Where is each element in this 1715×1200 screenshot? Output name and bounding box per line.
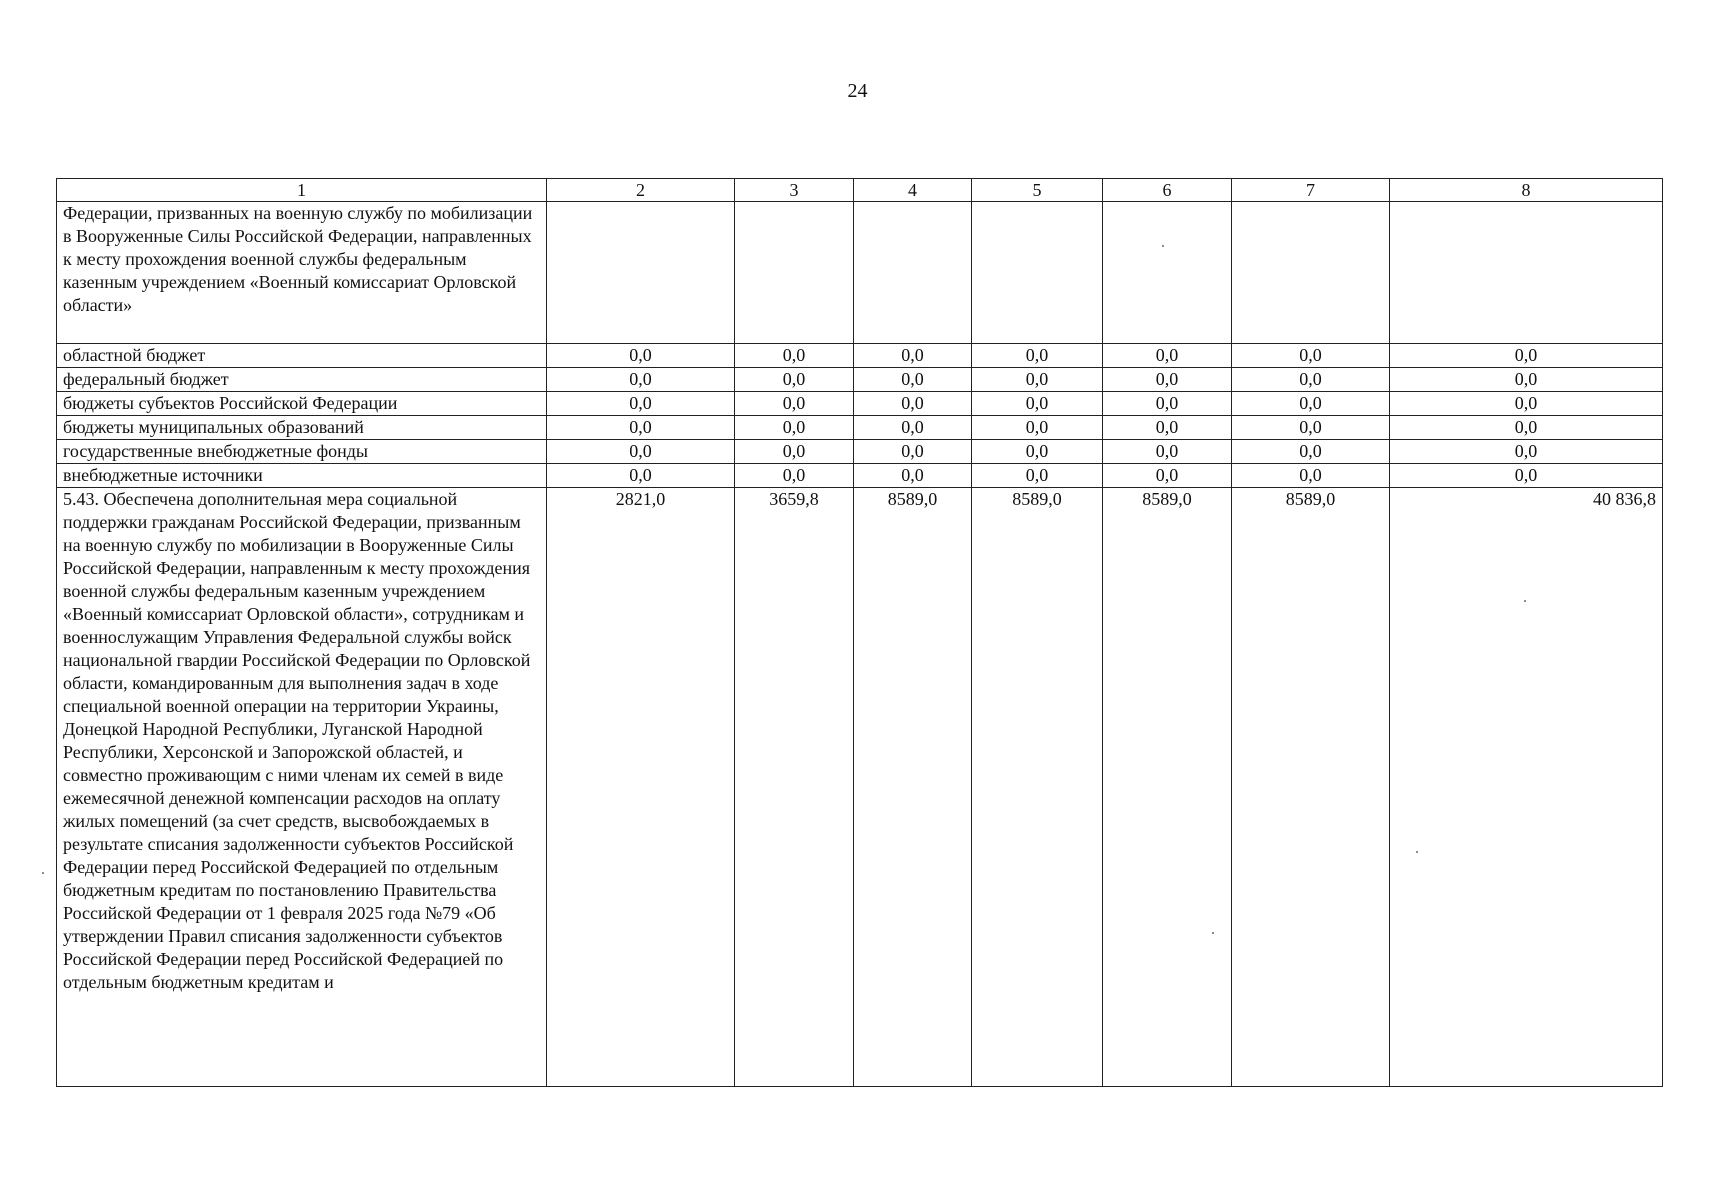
scan-speck — [1212, 932, 1214, 934]
table-row — [57, 368, 1663, 392]
table-cell: 0,0 — [854, 344, 972, 368]
table-cell: 2821,0 — [547, 488, 735, 1087]
scan-speck — [1524, 600, 1526, 602]
funding-source-label: бюджеты муниципальных образований — [57, 416, 547, 440]
table-cell: 0,0 — [854, 392, 972, 416]
column-header: 5 — [972, 179, 1103, 202]
table-cell — [1390, 202, 1663, 344]
funding-source-label: федеральный бюджет — [57, 368, 547, 392]
table-row — [57, 440, 1663, 464]
table-cell: 0,0 — [547, 344, 735, 368]
table-cell: 0,0 — [854, 416, 972, 440]
funding-source-label: бюджеты субъектов Российской Федерации — [57, 392, 547, 416]
table-cell: 8589,0 — [854, 488, 972, 1087]
table-header-row — [57, 179, 1663, 202]
table-cell: 0,0 — [547, 440, 735, 464]
scan-speck — [1162, 245, 1164, 247]
table-cell: 0,0 — [972, 392, 1103, 416]
table-cell: 0,0 — [1103, 416, 1232, 440]
table-row — [57, 464, 1663, 488]
table-cell — [854, 202, 972, 344]
table-cell: 0,0 — [1103, 392, 1232, 416]
funding-source-label: областной бюджет — [57, 344, 547, 368]
column-header: 6 — [1103, 179, 1232, 202]
table-cell — [547, 202, 735, 344]
table-cell: 0,0 — [735, 416, 854, 440]
table-cell: 0,0 — [547, 368, 735, 392]
table-cell: 0,0 — [1390, 344, 1663, 368]
table-cell: 0,0 — [1103, 344, 1232, 368]
table-row-continued — [57, 202, 1663, 344]
table-cell: 0,0 — [1232, 416, 1390, 440]
page-number: 24 — [847, 80, 868, 102]
item-description: 5.43. Обеспечена дополнительная мера социальной поддержки гражданам Российской Федерации, призванным на военную службу по мобилизации в Вооруженные Силы Российской Федерации, направленным к месту прохождения военной службы федеральным казенным учреждением «Военный комиссариат Орловской области», сотрудникам и военнослужащим Управления Федеральной службы войск национальной гвардии Российской Федерации по Орловской области, командированным для выполнения задач в ходе специальной военной операции на территории Украины, Донецкой Народной Республики, Луганской Народной Республики, Херсонской и Запорожской областей, и совместно проживающим с ними членам их семей в виде ежемесячной денежной компенсации расходов на оплату жилых помещений (за счет средств, высвобождаемых в результате списания задолженности субъектов Российской Федерации перед Российской Федерацией по отдельным бюджетным кредитам по постановлению Правительства Российской Федерации от 1 февраля 2025 года №79 «Об утверждении Правил списания задолженности субъектов Российской Федерации перед Российской Федерацией по отдельным бюджетным кредитам и — [57, 488, 547, 1087]
column-header: 3 — [735, 179, 854, 202]
table-cell: 0,0 — [1103, 464, 1232, 488]
table-cell: 0,0 — [972, 416, 1103, 440]
table-cell: 0,0 — [735, 392, 854, 416]
table-cell: 0,0 — [1390, 416, 1663, 440]
scan-speck — [1416, 851, 1418, 853]
table-cell: 0,0 — [547, 392, 735, 416]
table-cell-total: 40 836,8 — [1390, 488, 1663, 1087]
table-cell: 0,0 — [1390, 464, 1663, 488]
table-cell: 0,0 — [854, 440, 972, 464]
table-row — [57, 392, 1663, 416]
table-cell: 0,0 — [854, 464, 972, 488]
column-header: 7 — [1232, 179, 1390, 202]
scan-speck — [42, 872, 44, 874]
table-cell: 0,0 — [1232, 464, 1390, 488]
table-cell: 0,0 — [547, 464, 735, 488]
table-cell: 3659,8 — [735, 488, 854, 1087]
table-cell — [972, 202, 1103, 344]
table-cell: 0,0 — [1390, 392, 1663, 416]
column-header: 2 — [547, 179, 735, 202]
table-cell: 0,0 — [1232, 344, 1390, 368]
table-cell: 8589,0 — [1103, 488, 1232, 1087]
column-header: 1 — [57, 179, 547, 202]
table-row — [57, 344, 1663, 368]
table-cell: 0,0 — [735, 440, 854, 464]
funding-source-label: внебюджетные источники — [57, 464, 547, 488]
table-cell: 0,0 — [547, 416, 735, 440]
funding-source-label: государственные внебюджетные фонды — [57, 440, 547, 464]
table-cell: 0,0 — [1232, 392, 1390, 416]
table-cell — [1232, 202, 1390, 344]
table-cell: 0,0 — [972, 464, 1103, 488]
table-cell: 0,0 — [972, 440, 1103, 464]
budget-table — [56, 178, 1663, 1087]
row-description: Федерации, призванных на военную службу по мобилизации в Вооруженные Силы Российской Федерации, направленных к месту прохождения военной службы федеральным казенным учреждением «Военный комиссариат Орловской области» — [57, 202, 547, 344]
table-cell: 0,0 — [735, 368, 854, 392]
table-cell: 0,0 — [972, 368, 1103, 392]
table-cell: 0,0 — [735, 464, 854, 488]
table-cell: 0,0 — [972, 344, 1103, 368]
table-cell: 0,0 — [1103, 440, 1232, 464]
table-cell: 0,0 — [1103, 368, 1232, 392]
table-cell: 8589,0 — [972, 488, 1103, 1087]
table-row — [57, 416, 1663, 440]
table-cell: 0,0 — [735, 344, 854, 368]
column-header: 4 — [854, 179, 972, 202]
table-cell — [1103, 202, 1232, 344]
table-cell: 0,0 — [1232, 440, 1390, 464]
table-cell: 0,0 — [1232, 368, 1390, 392]
table-cell: 0,0 — [1390, 440, 1663, 464]
table-row-item-5-43 — [57, 488, 1663, 1087]
table-cell: 0,0 — [1390, 368, 1663, 392]
column-header: 8 — [1390, 179, 1663, 202]
table-cell: 8589,0 — [1232, 488, 1390, 1087]
table-cell: 0,0 — [854, 368, 972, 392]
table-cell — [735, 202, 854, 344]
